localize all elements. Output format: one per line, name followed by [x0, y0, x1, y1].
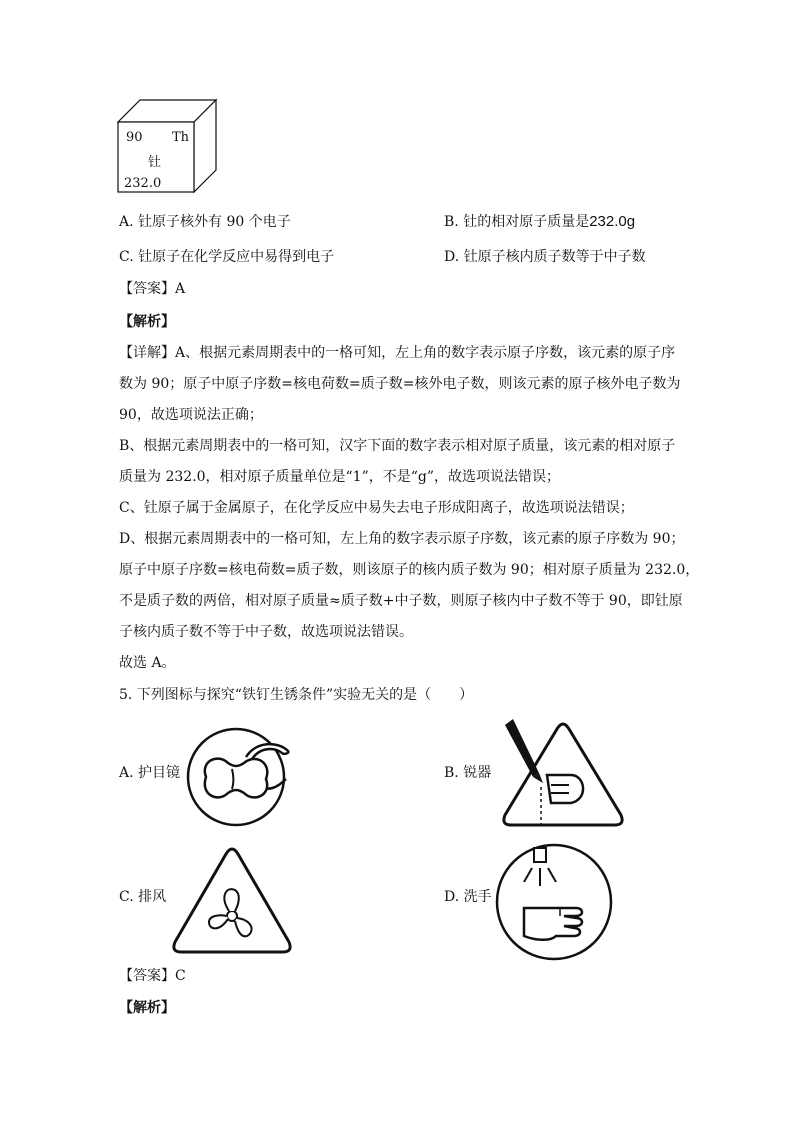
element-symbol: Th: [172, 130, 190, 145]
q4-detail-line-3: 90，故选项说法正确；: [119, 407, 263, 423]
q4-option-a: A. 钍原子核外有 90 个电子: [119, 214, 291, 230]
hand-wash-icon: [494, 842, 614, 962]
q5-option-d-label: D. 洗手: [444, 889, 492, 905]
q5-answer: 【答案】C: [119, 968, 186, 984]
q4-detail-line-8: 原子中原子序数=核电荷数=质子数，则该原子的核内质子数为 90；相对原子质量为 232.0，: [119, 562, 700, 578]
element-atomic-number: 90: [126, 130, 143, 145]
q5-question: 5. 下列图标与探究“铁钉生锈条件”实验无关的是（ ）: [119, 687, 474, 703]
q4-option-d: D. 钍原子核内质子数等于中子数: [444, 249, 646, 265]
q4-answer: 【答案】A: [119, 281, 186, 297]
q4-detail-line-1: 【详解】A、根据元素周期表中的一格可知，左上角的数字表示原子序数，该元素的原子序: [119, 345, 676, 361]
q4-detail-line-7: D、根据元素周期表中的一格可知，左上角的数字表示原子序数，该元素的原子序数为 90；: [119, 531, 685, 547]
q4-detail-line-6: C、钍原子属于金属原子，在化学反应中易失去电子形成阳离子，故选项说法错误；: [119, 500, 634, 516]
q4-detail-line-4: B、根据元素周期表中的一格可知，汉字下面的数字表示相对原子质量，该元素的相对原子: [119, 438, 676, 454]
q4-option-b-text: B. 钍的相对原子质量是: [444, 214, 590, 230]
q5-option-c-label: C. 排风: [119, 889, 167, 905]
q5-analysis-title: 【解析】: [119, 1000, 175, 1016]
q4-detail-line-5: 质量为 232.0，相对原子质量单位是“1”，不是“g”，故选项说法错误；: [119, 469, 561, 485]
q4-analysis-title: 【解析】: [119, 314, 175, 330]
element-name: 钍: [148, 155, 162, 170]
q5-option-b-label: B. 锐器: [444, 765, 492, 781]
q5-option-a-label: A. 护目镜: [119, 765, 181, 781]
q4-option-b: [444, 213, 635, 231]
q4-detail-line-9: 不是质子数的两倍，相对原子质量≈质子数+中子数，则原子核内中子数不等于 90，即钍原: [119, 593, 683, 609]
q4-option-b-value: 232.0g: [589, 213, 636, 230]
goggles-icon: [186, 727, 298, 827]
sharp-object-icon: [499, 717, 627, 829]
element-mass: 232.0: [124, 176, 162, 191]
q4-detail-line-2: 数为 90；原子中原子序数=核电荷数=质子数=核外电子数，则该元素的原子核外电子数为: [119, 376, 681, 392]
q4-detail-line-11: 故选 A。: [119, 655, 176, 671]
q4-detail-line-10: 子核内质子数不等于中子数，故选项说法错误。: [119, 624, 413, 640]
ventilation-fan-icon: [171, 844, 293, 958]
q4-option-c: C. 钍原子在化学反应中易得到电子: [119, 249, 335, 265]
